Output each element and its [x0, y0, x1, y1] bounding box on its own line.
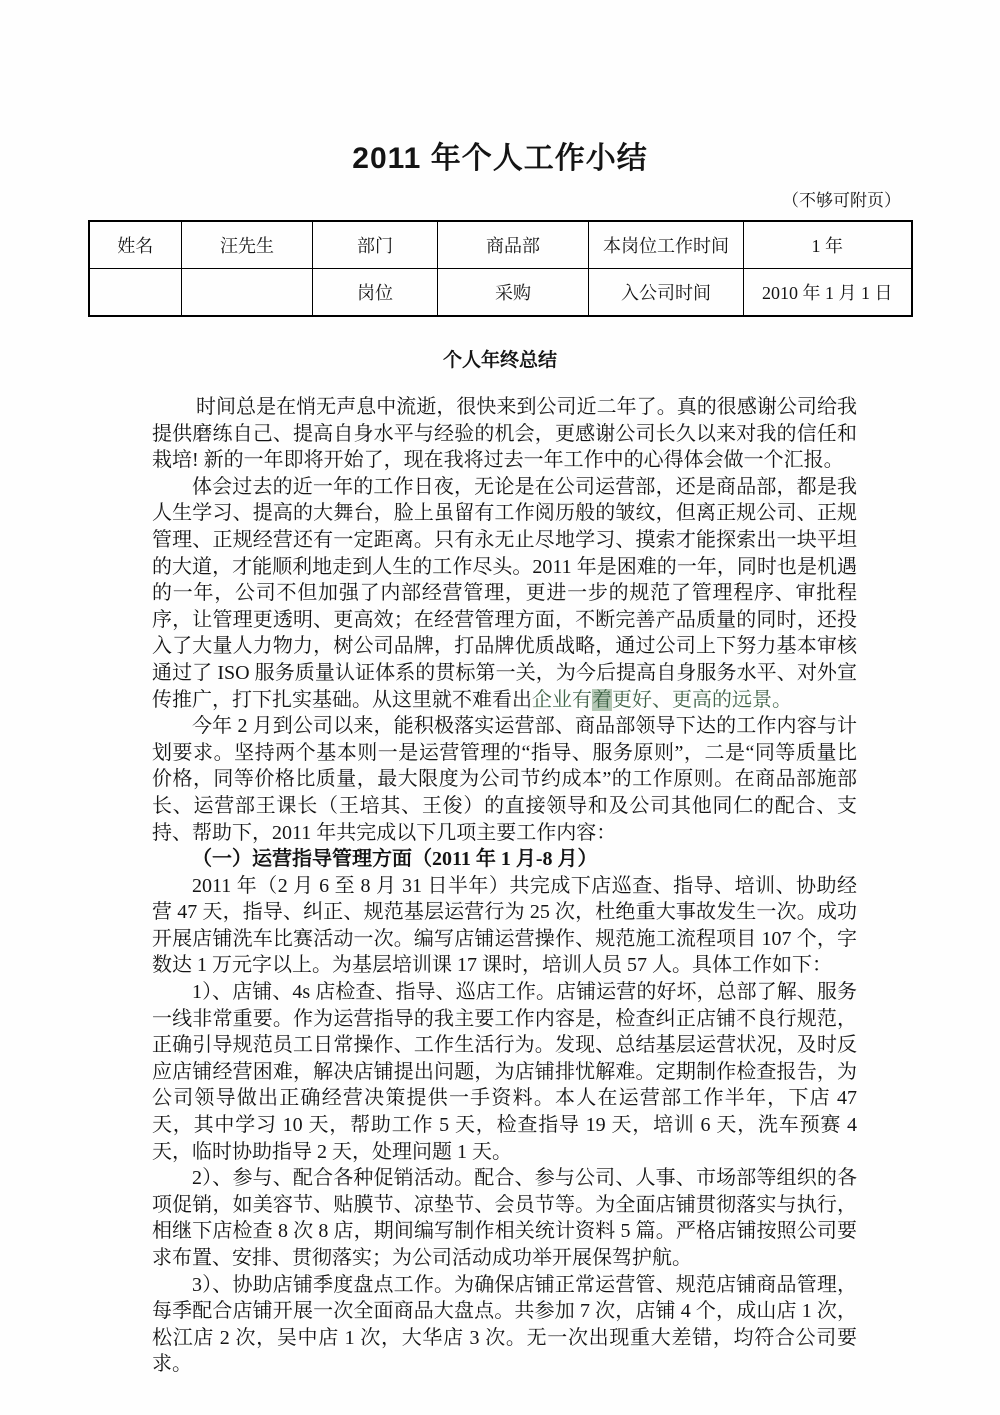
- summary-section-heading: 个人年终总结: [442, 350, 557, 371]
- empty-cell: [182, 269, 313, 317]
- review-text: 体会过去的近一年的工作日夜，无论是在公司运营部，还是商品部，都是我人生学习、提高的大舞台，脸上虽留有工作阅历般的皱纹，但离正规公司、正规管理、正规经营还有一定距离。只有永无止尽地学习、摸索才能探索出一块平坦的大道，才能顺利地走到人生的工作尽头。2011 年是困难的一年，同时也是机遇的一年，公司不但加强了内部经营管理，更进一步的规范了管理程序、审批程序，让管理更透明、更高效；在经营管理方面，不断完善产品质量的同时，还投入了大量人力物力，树公司品牌，打品牌优质战略，通过公司上下努力基本审核通过了 ISO 服务质量认证体系的贯标第一关，为今后提高自身服务水平、对外宣传推广，打下扎实基础。从这里就不难看出: [152, 475, 857, 711]
- body-text-block: [152, 394, 857, 1378]
- table-row: [89, 221, 912, 269]
- name-label-cell: 姓名: [89, 221, 182, 269]
- paragraph-item2-promotions: 2）、参与、配合各种促销活动。配合、参与公司、人事、市场部等组织的各项促销，如美容节、贴膜节、凉垫节、会员节等。为全面店铺贯彻落实与执行，相继下店检查 8 次 8 店，期间编写制作相关统计资料 5 篇。严格店铺按照公司要求布置、安排、贯彻落实；为公司活动成功举开展保驾护航。: [152, 1167, 857, 1269]
- department-value-cell: 商品部: [438, 221, 589, 269]
- green-sentence-end: 更好、更高的远景。: [612, 688, 792, 711]
- paragraph-intro: 时间总是在悄无声息中流逝，很快来到公司近二年了。真的很感谢公司给我提供磨练自己、提高自身水平与经验的机会，更感谢公司长久以来对我的信任和栽培! 新的一年即将开始了，现在我将过去一年工作中的心得体会做一个汇报。: [152, 396, 857, 472]
- paragraph-review: [152, 474, 857, 713]
- green-sentence-start: 企业有: [532, 688, 592, 711]
- join-date-label-cell: 入公司时间: [589, 269, 744, 317]
- employee-info-table: [88, 220, 913, 317]
- join-date-value-cell: 2010 年 1 月 1 日: [744, 269, 912, 317]
- document-title: 2011 年个人工作小结: [352, 142, 648, 175]
- department-label-cell: 部门: [313, 221, 438, 269]
- tenure-value-cell: 1 年: [744, 221, 912, 269]
- tenure-label-cell: 本岗位工作时间: [589, 221, 744, 269]
- empty-cell: [89, 269, 182, 317]
- section1-heading: （一）运营指导管理方面（2011 年 1 月-8 月）: [192, 848, 598, 871]
- name-value-cell: 汪先生: [182, 221, 313, 269]
- paragraph-principles: 今年 2 月到公司以来，能积极落实运营部、商品部领导下达的工作内容与计划要求。坚持两个基本则一是运营管理的“指导、服务原则”，二是“同等质量比价格，同等价格比质量，最大限度为公司节约成本”的工作原则。在商品部施部长、运营部王课长（王培其、王俊）的直接领导和及公司其他同仁的配合、支持、帮助下，2011 年共完成以下几项主要工作内容：: [152, 715, 857, 844]
- position-value-cell: 采购: [438, 269, 589, 317]
- table-row: [89, 269, 912, 317]
- paragraph-section1-overview: 2011 年（2 月 6 至 8 月 31 日半年）共完成下店巡查、指导、培训、协助经营 47 天，指导、纠正、规范基层运营行为 25 次，杜绝重大事故发生一次。成功开展店铺洗车比赛活动一次。编写店铺运营操作、规范施工流程项目 107 个，字数达 1 万元字以上。为基层培训课 17 课时，培训人员 57 人。具体工作如下：: [152, 874, 857, 977]
- green-highlighted-char: 着: [592, 688, 612, 711]
- paragraph-item3-stocktaking: 3）、协助店铺季度盘点工作。为确保店铺正常运营管、规范店铺商品管理，每季配合店铺开展一次全面商品大盘点。共参加 7 次，店铺 4 个，成山店 1 次，松江店 2 次，吴中店 1 次，大华店 3 次。无一次出现重大差错，均符合公司要求。: [152, 1273, 857, 1376]
- position-label-cell: 岗位: [313, 269, 438, 317]
- paragraph-item1-inspection: 1）、店铺、4s 店检查、指导、巡店工作。店铺运营的好坏，总部了解、服务一线非常重要。作为运营指导的我主要工作内容是，检查纠正店铺不良行规范，正确引导规范员工日常操作、工作生活行为。发现、总结基层运营状况，及时反应店铺经营困难，解决店铺提出问题，为店铺排忧解难。定期制作检查报告，为公司领导做出正确经营决策提供一手资料。本人在运营部工作半年，下店 47 天，其中学习 10 天，帮助工作 5 天，检查指导 19 天，培训 6 天，洗车预赛 4 天，临时协助指导 2 天，处理问题 1 天。: [152, 981, 857, 1163]
- attachment-note: （不够可附页）: [782, 191, 901, 210]
